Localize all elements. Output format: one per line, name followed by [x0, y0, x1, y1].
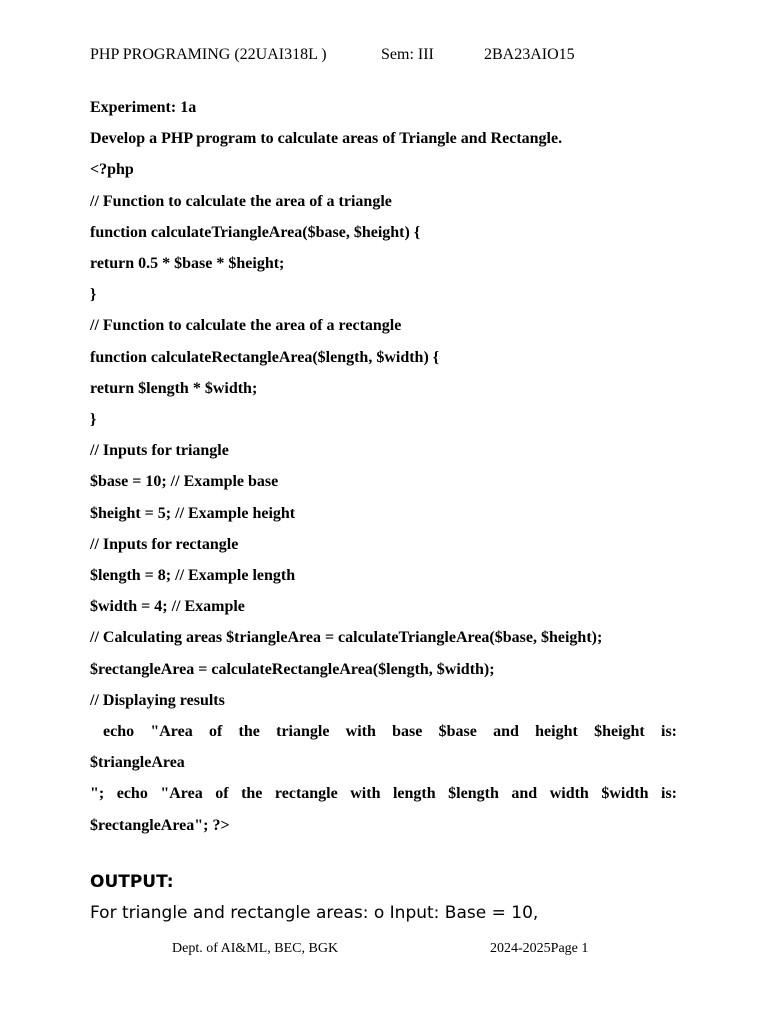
code-line: $base = 10; // Example base [90, 473, 279, 491]
code-line: $rectangleArea = calculateRectangleArea($length, $width); [90, 660, 495, 678]
code-line: echo "Area of the triangle with base $base and height $height is: [103, 723, 677, 741]
code-line: // Function to calculate the area of a rectangle [90, 317, 402, 335]
code-line: // Inputs for rectangle [90, 535, 239, 553]
code-line: // Displaying results [90, 691, 225, 709]
code-line: // Function to calculate the area of a triangle [90, 192, 392, 210]
code-line: $width = 4; // Example [90, 598, 245, 616]
experiment-aim: Develop a PHP program to calculate areas of Triangle and Rectangle. [90, 130, 563, 148]
code-line: function calculateTriangleArea($base, $height) { [90, 223, 421, 241]
usn-label: 2BA23AIO15 [484, 46, 575, 63]
code-line: return $length * $width; [90, 379, 258, 397]
code-line: $triangleArea [90, 754, 185, 772]
code-line: } [90, 286, 97, 304]
code-line: } [90, 411, 97, 429]
code-line: $height = 5; // Example height [90, 504, 296, 522]
output-heading: OUTPUT: [90, 872, 174, 892]
course-title: PHP PROGRAMING (22UAI318L ) [90, 46, 327, 63]
code-line: "; echo "Area of the rectangle with length $length and width $width is: [90, 785, 677, 803]
code-line: <?php [90, 161, 134, 179]
year-page-label: 2024-2025Page 1 [490, 941, 589, 956]
code-line: $length = 8; // Example length [90, 567, 296, 585]
code-line: // Calculating areas $triangleArea = calculateTriangleArea($base, $height); [90, 629, 603, 647]
experiment-title: Experiment: 1a [90, 99, 197, 116]
output-text: For triangle and rectangle areas: o Input: Base = 10, [90, 903, 539, 923]
code-line: $rectangleArea"; ?> [90, 816, 230, 834]
code-line: function calculateRectangleArea($length, $width) { [90, 348, 440, 366]
code-line: // Inputs for triangle [90, 442, 229, 460]
code-line: return 0.5 * $base * $height; [90, 255, 285, 273]
semester-label: Sem: III [381, 46, 434, 63]
document-body [90, 92, 677, 841]
department-label: Dept. of AI&ML, BEC, BGK [172, 941, 339, 956]
